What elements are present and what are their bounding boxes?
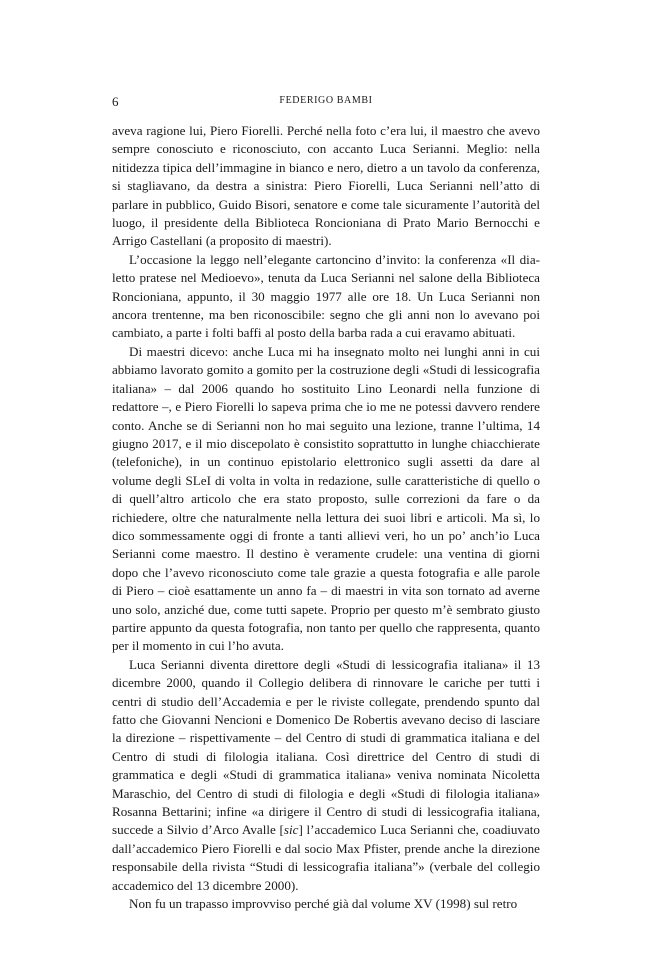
paragraph-2: L’occasione la leggo nell’elegante cartoncino d’invito: la conferenza «Il dialetto pratese nel Medioevo», tenuta da Luca Serianni nel salone della Biblioteca Roncioniana, appunto, il 30 maggio 1977 alle ore 18. Un Luca Serianni non ancora trentenne, ma ben riconoscibile: segno che gli anni non lo avevano poi cambiato, a parte i folti baffi al posto della barba rada a cui eravamo abituati.: [112, 251, 540, 341]
sic-annotation: sic: [283, 822, 299, 838]
paragraph-5: Non fu un trapasso improvviso perché già dal volume XV (1998) sul retro: [129, 896, 518, 912]
paragraph-4: [112, 656, 540, 895]
page-header: [112, 94, 540, 110]
paragraph-1: aveva ragione lui, Piero Fiorelli. Perché nella foto c’era lui, il maestro che avevo sempre conosciuto e riconosciuto, con accanto Luca Serianni. Meglio: nella nitidezza tipica dell’immagine in bianco e nero, dietro a un tavolo da conferenza, si stagliavano, da destra a sinistra: Piero Fiorelli, Luca Serianni nell’atto di parlare in pubblico, Guido Bisori, senatore e come tale sicuramente l’autorità del luogo, il presidente della Biblioteca Roncioniana di Prato Mario Bernocchi e Arrigo Castellani (a proposito di maestri).: [112, 123, 540, 249]
running-head: FEDERIGO BAMBI: [279, 95, 373, 106]
paragraph-4-text-before: Luca Serianni diventa direttore degli «Studi di lessicografia italiana» il 13 dicembre 2000, quando il Collegio delibera di rinnovare le cariche per tutti i centri di studio dell’Accademia e per le riviste collegate, prendendo spunto dal fatto che Giovanni Nencioni e Domenico De Robertis avevano deciso di lasciare la direzione – rispettivamente – del Centro di studi di grammatica italiana e del Centro di studi di filologia italiana. Così direttrice del Centro di studi di grammatica e degli «Studi di grammatica italiana» veniva nominata Nicoletta Maraschio, del Centro di studi di filologia e degli «Studi di filologia italiana» Rosanna Bettarini; infine «a dirigere il Centro di studi di lessicografia italiana, succede a Silvio d’Arco Avalle [: [112, 656, 540, 838]
page-number: 6: [112, 94, 119, 109]
paragraph-4-text-after: ] l’accademico Luca Serianni che, coadiuvato dall’accademico Piero Fiorelli e dal socio Max Pfister, prende anche la direzione responsabile della rivista “Studi di lessicografia italiana”» (verbale del collegio accademico del 13 dicembre 2000).: [112, 822, 540, 893]
body-text: [112, 122, 540, 913]
paragraph-3: Di maestri dicevo: anche Luca mi ha insegnato molto nei lunghi anni in cui abbiamo lavorato gomito a gomito per la costruzione degli «Studi di lessicografia italiana» – dal 2006 quando ho sostituito Lino Leonardi nella funzione di redattore –, e Piero Fiorelli lo sapeva prima che io me ne potessi davvero rendere conto. Anche se di Serianni non ho mai seguito una lezione, tranne l’ultima, 14 giugno 2017, e il mio discepolato è consistito soprattutto in lunghe chiacchierate (telefoniche), in un continuo epistolario elettronico sugli assetti da dare al volume degli SLeI di volta in volta in redazione, sulle caratteristiche di quello o di quell’altro articolo che era stato proposto, sulle correzioni da fare o da richiedere, oltre che naturalmente nella lettura dei suoi libri e articoli. Ma sì, lo dico sommessamente oggi di fronte a tanti allievi veri, ho un po’ anch’io Luca Serianni come maestro. Il destino è veramente crudele: una ventina di giorni dopo che l’avevo riconosciuto come tale grazie a questa fotografia e alle parole di Piero – cioè esattamente un anno fa – di maestri in vita son tornato ad averne uno solo, anziché due, come tutti sapete. Proprio per questo m’è sembrato giusto partire appunto da questa fotografia, non tanto per quello che rappresenta, quanto per il momento in cui l’ho avuta.: [112, 343, 540, 654]
